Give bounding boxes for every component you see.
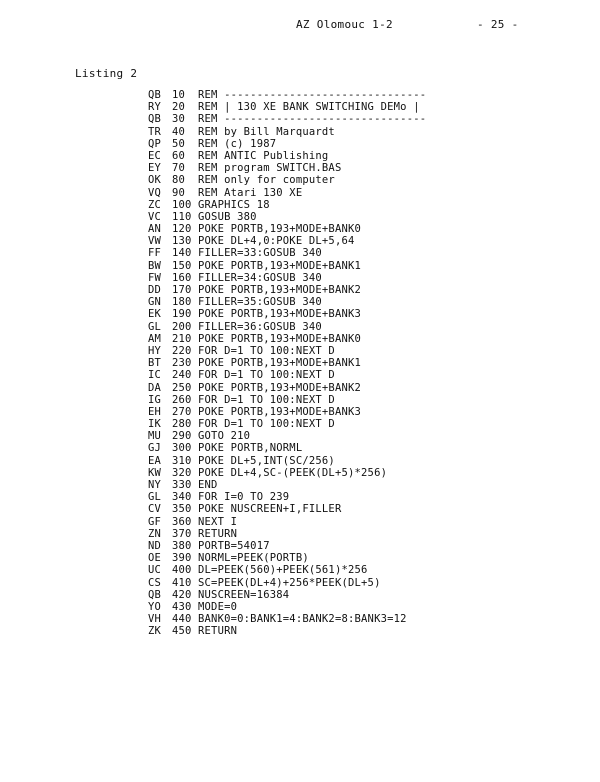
code-line xyxy=(148,455,426,467)
line-checksum: EY xyxy=(148,162,162,175)
line-checksum: DD xyxy=(148,284,162,296)
line-code: GRAPHICS 18 xyxy=(198,198,270,211)
line-code: REM ------------------------------- xyxy=(198,89,427,101)
line-checksum: ND xyxy=(148,539,162,552)
line-code: PORTB=54017 xyxy=(198,539,270,552)
line-number: 450 xyxy=(172,625,192,638)
line-number: 330 xyxy=(172,479,192,491)
code-line xyxy=(148,235,426,247)
line-number: 150 xyxy=(172,259,192,272)
line-code: FOR D=1 TO 100:NEXT D xyxy=(198,418,335,431)
line-number: 170 xyxy=(172,284,192,296)
line-checksum: OK xyxy=(148,174,162,187)
line-number: 370 xyxy=(172,527,192,540)
code-line xyxy=(148,406,426,418)
line-checksum: QB xyxy=(148,89,162,101)
line-code: FOR D=1 TO 100:NEXT D xyxy=(198,393,335,406)
line-checksum: YO xyxy=(148,600,162,613)
line-checksum: AM xyxy=(148,332,162,345)
line-number: 290 xyxy=(172,430,192,443)
line-code: GOSUB 380 xyxy=(198,210,257,223)
line-number: 390 xyxy=(172,552,192,565)
code-line xyxy=(148,113,426,125)
line-code: NORML=PEEK(PORTB) xyxy=(198,552,309,565)
line-number: 400 xyxy=(172,564,192,577)
line-code: POKE PORTB,193+MODE+BANK3 xyxy=(198,405,362,418)
line-checksum: GN xyxy=(148,296,162,309)
code-line xyxy=(148,540,426,552)
line-code: NEXT I xyxy=(198,515,238,528)
code-line xyxy=(148,467,426,479)
line-checksum: DA xyxy=(148,381,162,394)
code-line xyxy=(148,150,426,162)
line-checksum: IK xyxy=(148,418,162,431)
line-number: 200 xyxy=(172,320,192,333)
code-line xyxy=(148,430,426,442)
code-line xyxy=(148,162,426,174)
code-line xyxy=(148,601,426,613)
line-number: 130 xyxy=(172,235,192,248)
line-checksum: CV xyxy=(148,503,162,516)
listing-title: Listing 2 xyxy=(75,67,138,80)
line-number: 80 xyxy=(172,174,186,187)
line-checksum: AN xyxy=(148,223,162,236)
code-line xyxy=(148,491,426,503)
line-number: 70 xyxy=(172,162,186,175)
page-header xyxy=(0,18,600,34)
code-line xyxy=(148,369,426,381)
line-code: POKE PORTB,NORML xyxy=(198,442,303,455)
line-checksum: ZC xyxy=(148,198,162,211)
header-title: AZ Olomouc 1-2 xyxy=(296,18,393,31)
code-line xyxy=(148,442,426,454)
line-code: REM Atari 130 XE xyxy=(198,186,303,199)
line-number: 320 xyxy=(172,466,192,479)
code-line xyxy=(148,345,426,357)
code-line xyxy=(148,577,426,589)
line-checksum: QP xyxy=(148,137,162,150)
line-number: 120 xyxy=(172,223,192,236)
code-line xyxy=(148,528,426,540)
line-code: RETURN xyxy=(198,625,238,638)
line-code: REM (c) 1987 xyxy=(198,137,277,150)
code-line xyxy=(148,272,426,284)
line-number: 340 xyxy=(172,491,192,504)
page-number: - 25 - xyxy=(477,18,519,31)
line-checksum: VC xyxy=(148,210,162,223)
code-line xyxy=(148,174,426,186)
line-code: NUSCREEN=16384 xyxy=(198,588,290,601)
line-checksum: OE xyxy=(148,552,162,565)
line-number: 10 xyxy=(172,89,186,101)
line-number: 440 xyxy=(172,613,192,626)
line-code: GOTO 210 xyxy=(198,430,251,443)
code-line xyxy=(148,199,426,211)
code-line xyxy=(148,126,426,138)
line-number: 220 xyxy=(172,344,192,357)
line-number: 50 xyxy=(172,137,186,150)
code-line xyxy=(148,613,426,625)
code-line xyxy=(148,333,426,345)
code-line xyxy=(148,138,426,150)
line-number: 210 xyxy=(172,332,192,345)
line-code: POKE PORTB,193+MODE+BANK0 xyxy=(198,332,362,345)
code-line xyxy=(148,101,426,113)
line-number: 350 xyxy=(172,503,192,516)
code-line xyxy=(148,564,426,576)
line-number: 60 xyxy=(172,149,186,162)
line-number: 180 xyxy=(172,296,192,309)
line-checksum: CS xyxy=(148,576,162,589)
line-code: FOR D=1 TO 100:NEXT D xyxy=(198,369,335,382)
line-number: 360 xyxy=(172,515,192,528)
line-checksum: ZN xyxy=(148,527,162,540)
line-number: 100 xyxy=(172,198,192,211)
line-number: 380 xyxy=(172,539,192,552)
line-code: POKE DL+4,0:POKE DL+5,64 xyxy=(198,235,355,248)
line-checksum: GF xyxy=(148,515,162,528)
code-line xyxy=(148,211,426,223)
line-number: 110 xyxy=(172,210,192,223)
line-number: 160 xyxy=(172,271,192,284)
line-number: 240 xyxy=(172,369,192,382)
line-code: RETURN xyxy=(198,527,238,540)
line-number: 420 xyxy=(172,588,192,601)
code-line xyxy=(148,625,426,637)
line-checksum: MU xyxy=(148,430,162,443)
line-checksum: EK xyxy=(148,308,162,321)
line-code: FILLER=33:GOSUB 340 xyxy=(198,247,322,260)
code-line xyxy=(148,382,426,394)
line-checksum: GL xyxy=(148,320,162,333)
line-checksum: QB xyxy=(148,588,162,601)
code-line xyxy=(148,284,426,296)
line-checksum: FW xyxy=(148,271,162,284)
line-code: REM ANTIC Publishing xyxy=(198,149,329,162)
line-number: 20 xyxy=(172,101,186,114)
line-checksum: GJ xyxy=(148,442,162,455)
line-number: 260 xyxy=(172,393,192,406)
code-line xyxy=(148,418,426,430)
line-checksum: BT xyxy=(148,357,162,370)
line-code: POKE DL+5,INT(SC/256) xyxy=(198,454,335,467)
line-checksum: VH xyxy=(148,613,162,626)
line-number: 190 xyxy=(172,308,192,321)
line-code: FOR I=0 TO 239 xyxy=(198,491,290,504)
line-checksum: VQ xyxy=(148,186,162,199)
line-checksum: TR xyxy=(148,125,162,138)
code-line xyxy=(148,357,426,369)
line-checksum: ZK xyxy=(148,625,162,638)
code-listing xyxy=(148,89,426,637)
line-code: FILLER=34:GOSUB 340 xyxy=(198,271,322,284)
code-line xyxy=(148,516,426,528)
line-checksum: IG xyxy=(148,393,162,406)
code-line xyxy=(148,247,426,259)
line-number: 250 xyxy=(172,381,192,394)
line-checksum: EC xyxy=(148,149,162,162)
line-code: POKE PORTB,193+MODE+BANK3 xyxy=(198,308,362,321)
line-checksum: UC xyxy=(148,564,162,577)
line-number: 140 xyxy=(172,247,192,260)
line-code: POKE NUSCREEN+I,FILLER xyxy=(198,503,342,516)
line-code: MODE=0 xyxy=(198,600,238,613)
code-line xyxy=(148,308,426,320)
line-code: POKE PORTB,193+MODE+BANK1 xyxy=(198,357,362,370)
line-code: REM | 130 XE BANK SWITCHING DEMo | xyxy=(198,101,420,114)
line-checksum: HY xyxy=(148,344,162,357)
code-line xyxy=(148,479,426,491)
code-line xyxy=(148,187,426,199)
line-code: REM only for computer xyxy=(198,174,335,187)
line-code: POKE PORTB,193+MODE+BANK2 xyxy=(198,381,362,394)
line-code: SC=PEEK(DL+4)+256*PEEK(DL+5) xyxy=(198,576,381,589)
line-code: DL=PEEK(560)+PEEK(561)*256 xyxy=(198,564,368,577)
line-checksum: RY xyxy=(148,101,162,114)
code-line xyxy=(148,589,426,601)
line-number: 30 xyxy=(172,113,186,126)
line-checksum: KW xyxy=(148,466,162,479)
line-number: 90 xyxy=(172,186,186,199)
line-checksum: GL xyxy=(148,491,162,504)
code-line xyxy=(148,394,426,406)
code-line xyxy=(148,89,426,101)
line-checksum: EH xyxy=(148,405,162,418)
line-code: POKE PORTB,193+MODE+BANK2 xyxy=(198,284,362,296)
line-number: 280 xyxy=(172,418,192,431)
line-code: POKE DL+4,SC-(PEEK(DL+5)*256) xyxy=(198,466,388,479)
line-code: POKE PORTB,193+MODE+BANK0 xyxy=(198,223,362,236)
code-line xyxy=(148,321,426,333)
line-checksum: EA xyxy=(148,454,162,467)
line-code: END xyxy=(198,479,218,491)
line-code: REM program SWITCH.BAS xyxy=(198,162,342,175)
line-code: REM ------------------------------- xyxy=(198,113,427,126)
line-checksum: IC xyxy=(148,369,162,382)
code-line xyxy=(148,260,426,272)
line-code: REM by Bill Marquardt xyxy=(198,125,335,138)
line-number: 430 xyxy=(172,600,192,613)
line-checksum: NY xyxy=(148,479,162,491)
line-code: BANK0=0:BANK1=4:BANK2=8:BANK3=12 xyxy=(198,613,407,626)
line-code: POKE PORTB,193+MODE+BANK1 xyxy=(198,259,362,272)
line-code: FILLER=36:GOSUB 340 xyxy=(198,320,322,333)
code-line xyxy=(148,296,426,308)
line-number: 40 xyxy=(172,125,186,138)
line-number: 230 xyxy=(172,357,192,370)
line-number: 310 xyxy=(172,454,192,467)
line-number: 410 xyxy=(172,576,192,589)
line-checksum: QB xyxy=(148,113,162,126)
line-code: FOR D=1 TO 100:NEXT D xyxy=(198,344,335,357)
line-checksum: VW xyxy=(148,235,162,248)
code-line xyxy=(148,552,426,564)
line-number: 300 xyxy=(172,442,192,455)
code-line xyxy=(148,503,426,515)
code-line xyxy=(148,223,426,235)
line-checksum: FF xyxy=(148,247,162,260)
line-checksum: BW xyxy=(148,259,162,272)
line-number: 270 xyxy=(172,405,192,418)
line-code: FILLER=35:GOSUB 340 xyxy=(198,296,322,309)
